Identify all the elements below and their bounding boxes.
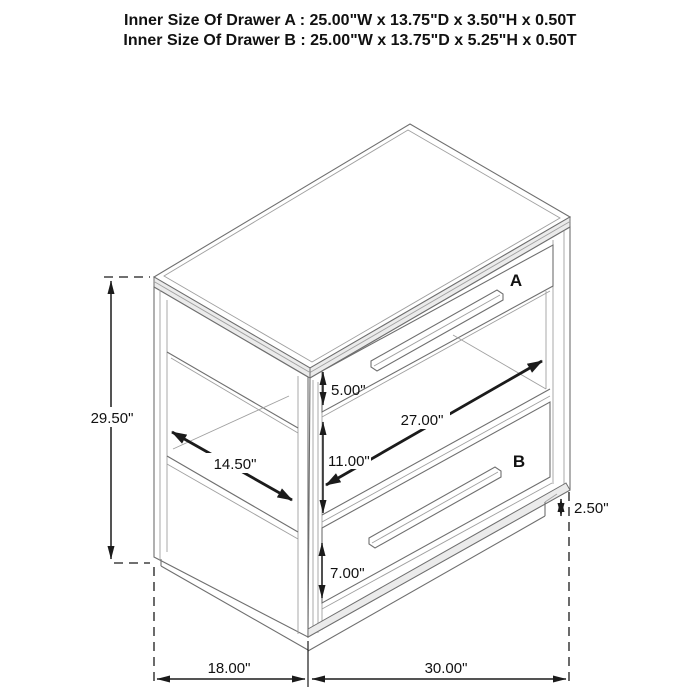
- header-line-1: Inner Size Of Drawer A : 25.00"W x 13.75"D x 3.50"H x 0.50T: [124, 12, 576, 29]
- side-depth-label: 18.00": [207, 660, 251, 677]
- drawer-a-label: A: [509, 271, 523, 290]
- drawer-a-height-label: 5.00": [331, 382, 366, 399]
- base-height-label: 2.50": [574, 500, 609, 517]
- dim-overall-height: [87, 277, 150, 563]
- header-line-2: Inner Size Of Drawer B : 25.00"W x 13.75"D x 5.25"H x 0.50T: [123, 32, 577, 49]
- shelf-depth-label: 14.50": [213, 456, 257, 473]
- overall-height-label: 29.50": [90, 410, 134, 427]
- opening-height-label: 11.00": [328, 453, 370, 470]
- opening-width-label: 27.00": [400, 412, 444, 429]
- drawer-b-label: B: [512, 452, 526, 471]
- drawer-b-height-label: 7.00": [330, 565, 365, 582]
- dim-base-height: [561, 499, 609, 517]
- front-width-label: 30.00": [424, 660, 468, 677]
